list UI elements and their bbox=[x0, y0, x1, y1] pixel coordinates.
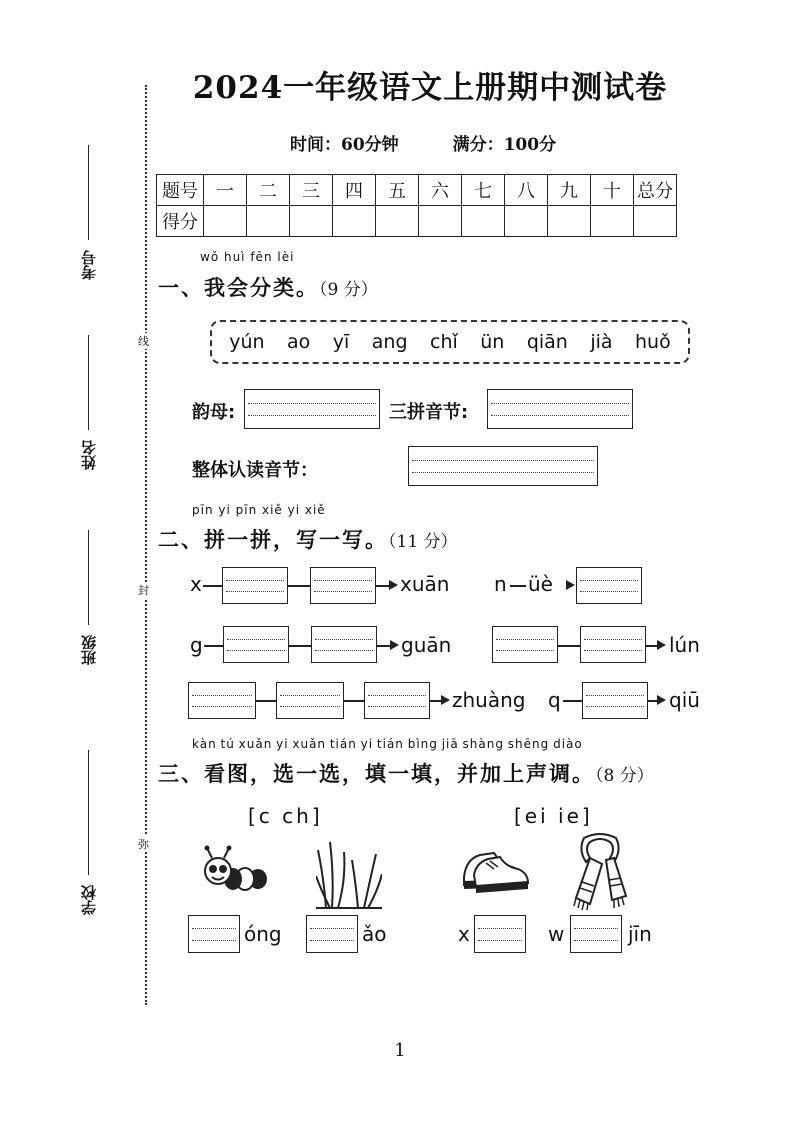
fill2-suffix: ǎo bbox=[362, 922, 387, 946]
pinyin-answer-box[interactable] bbox=[222, 567, 288, 604]
school-line bbox=[88, 750, 89, 875]
connector-line bbox=[289, 645, 311, 647]
arrow-icon bbox=[566, 580, 575, 590]
connector-line bbox=[203, 585, 223, 587]
table-cell: 七 bbox=[462, 175, 505, 206]
table-cell: 题号 bbox=[157, 175, 204, 206]
table-cell: 九 bbox=[548, 175, 591, 206]
time-info: 时间：60分钟 bbox=[290, 135, 399, 155]
fill4-prefix: w bbox=[548, 922, 565, 946]
arrow-icon bbox=[657, 640, 666, 650]
arrow-icon bbox=[389, 580, 398, 590]
row3b-start: q bbox=[548, 688, 561, 712]
connector-line bbox=[563, 700, 583, 702]
score-input-cell[interactable] bbox=[204, 206, 247, 237]
table-cell: 六 bbox=[419, 175, 462, 206]
pinyin-answer-box[interactable] bbox=[311, 626, 377, 663]
row1b-mid: üè bbox=[528, 572, 553, 596]
pinyin-answer-box[interactable] bbox=[576, 567, 642, 604]
connector-line bbox=[377, 645, 391, 647]
score-input-cell[interactable] bbox=[548, 206, 591, 237]
section1-pinyin: wǒ huì fēn lèi bbox=[200, 250, 295, 264]
exam-meta bbox=[290, 130, 604, 155]
connector-line bbox=[256, 700, 276, 702]
scarf-icon bbox=[570, 830, 630, 910]
zhengti-label: 整体认读音节： bbox=[192, 460, 318, 481]
bracket-ei-ie: [ei ie] bbox=[514, 804, 593, 828]
row2-end: guān bbox=[401, 633, 452, 657]
syllable: jià bbox=[590, 331, 613, 353]
initial-answer-box[interactable] bbox=[188, 915, 240, 953]
grass-icon bbox=[316, 840, 382, 910]
school-label: 学校 bbox=[80, 885, 98, 915]
section3-title: 三、看图，选一选，填一填，并加上声调。 bbox=[158, 761, 595, 786]
syllable: ang bbox=[371, 331, 408, 353]
row1-end: xuān bbox=[400, 572, 450, 596]
cut-line bbox=[145, 85, 147, 1005]
row1-start: x bbox=[190, 572, 202, 596]
row2-start: g bbox=[190, 633, 203, 657]
connector-line bbox=[510, 585, 526, 587]
pinyin-answer-box[interactable] bbox=[364, 682, 430, 719]
section2-score: （11 分） bbox=[388, 532, 458, 552]
fill3-prefix: x bbox=[458, 922, 470, 946]
final-answer-box[interactable] bbox=[570, 915, 622, 953]
score-input-cell[interactable] bbox=[634, 206, 677, 237]
section3-score: （8 分） bbox=[595, 766, 654, 786]
full-score-info: 满分：100分 bbox=[452, 135, 557, 155]
name-line bbox=[88, 335, 89, 430]
connector-line bbox=[376, 585, 390, 587]
pinyin-answer-box[interactable] bbox=[580, 626, 646, 663]
class-line bbox=[88, 530, 89, 625]
row3-end: zhuàng bbox=[452, 688, 526, 712]
arrow-icon bbox=[657, 695, 666, 705]
pinyin-answer-box[interactable] bbox=[188, 682, 256, 719]
syllable: yī bbox=[332, 331, 350, 353]
cut-word-xian: 线 bbox=[138, 335, 149, 348]
pinyin-answer-box[interactable] bbox=[276, 682, 344, 719]
pinyin-answer-box[interactable] bbox=[310, 567, 376, 604]
page-title: 2024一年级语文上册期中测试卷 bbox=[192, 70, 668, 106]
syllable-box bbox=[210, 320, 690, 364]
score-table bbox=[156, 174, 677, 237]
section1-title: 一、我会分类。 bbox=[158, 275, 319, 300]
row3b-end: qiū bbox=[669, 688, 700, 712]
caterpillar-icon bbox=[200, 845, 270, 895]
sanpin-answer-box[interactable] bbox=[487, 389, 633, 429]
table-cell: 四 bbox=[333, 175, 376, 206]
exam-number-line bbox=[88, 145, 89, 240]
table-cell: 十 bbox=[591, 175, 634, 206]
syllable: yún bbox=[229, 331, 265, 353]
fill1-suffix: óng bbox=[244, 922, 282, 946]
fill4-suffix: jīn bbox=[628, 922, 652, 946]
shoes-icon bbox=[460, 845, 530, 895]
yunmu-label: 韵母: bbox=[192, 402, 236, 423]
connector-line bbox=[204, 645, 224, 647]
syllable: huǒ bbox=[634, 331, 671, 353]
syllable: ao bbox=[287, 331, 311, 353]
syllable: ün bbox=[480, 331, 505, 353]
arrow-icon bbox=[390, 640, 399, 650]
initial-answer-box[interactable] bbox=[306, 915, 358, 953]
connector-line bbox=[344, 700, 364, 702]
connector-line bbox=[288, 585, 310, 587]
cut-word-feng: 封 bbox=[138, 584, 149, 597]
page-number: 1 bbox=[394, 1040, 406, 1061]
final-answer-box[interactable] bbox=[474, 915, 526, 953]
section2-heading bbox=[158, 524, 458, 554]
connector-line bbox=[558, 645, 580, 647]
score-input-cell[interactable] bbox=[290, 206, 333, 237]
arrow-icon bbox=[441, 695, 450, 705]
name-label: 姓名 bbox=[80, 440, 98, 470]
syllable: chǐ bbox=[430, 331, 458, 353]
table-cell: 得分 bbox=[157, 206, 204, 237]
score-input-cell[interactable] bbox=[591, 206, 634, 237]
table-cell: 五 bbox=[376, 175, 419, 206]
row2b-end: lún bbox=[669, 633, 700, 657]
pinyin-answer-box[interactable] bbox=[492, 626, 558, 663]
section3-pinyin: kàn tú xuǎn yi xuǎn tián yi tián bìng jiā shàng shēng diào bbox=[192, 737, 583, 751]
cut-word-mi: 弥 bbox=[138, 838, 149, 851]
table-cell: 八 bbox=[505, 175, 548, 206]
score-input-cell[interactable] bbox=[333, 206, 376, 237]
score-input-cell[interactable] bbox=[462, 206, 505, 237]
bracket-c-ch: [c ch] bbox=[248, 804, 323, 828]
score-input-cell[interactable] bbox=[419, 206, 462, 237]
pinyin-answer-box[interactable] bbox=[582, 682, 648, 719]
score-input-cell[interactable] bbox=[505, 206, 548, 237]
class-label: 班级 bbox=[80, 635, 98, 665]
exam-number-label: 考号 bbox=[80, 250, 98, 280]
yunmu-answer-box[interactable] bbox=[244, 389, 380, 429]
table-cell: 三 bbox=[290, 175, 333, 206]
table-cell: 一 bbox=[204, 175, 247, 206]
section1-score: （9 分） bbox=[319, 280, 378, 300]
zhengti-answer-box[interactable] bbox=[408, 446, 598, 486]
table-row-score bbox=[157, 206, 677, 237]
sanpin-label: 三拼音节: bbox=[389, 402, 469, 423]
section2-title: 二、拼一拼，写一写。 bbox=[158, 527, 388, 552]
score-input-cell[interactable] bbox=[247, 206, 290, 237]
row1b-start: n bbox=[494, 572, 507, 596]
table-row-header bbox=[157, 175, 677, 206]
syllable: qiān bbox=[526, 331, 568, 353]
score-input-cell[interactable] bbox=[376, 206, 419, 237]
section3-heading bbox=[158, 758, 654, 788]
table-cell: 总分 bbox=[634, 175, 677, 206]
table-cell: 二 bbox=[247, 175, 290, 206]
section1-heading bbox=[158, 272, 378, 302]
pinyin-answer-box[interactable] bbox=[223, 626, 289, 663]
section2-pinyin: pīn yi pīn xiě yi xiě bbox=[192, 503, 326, 517]
